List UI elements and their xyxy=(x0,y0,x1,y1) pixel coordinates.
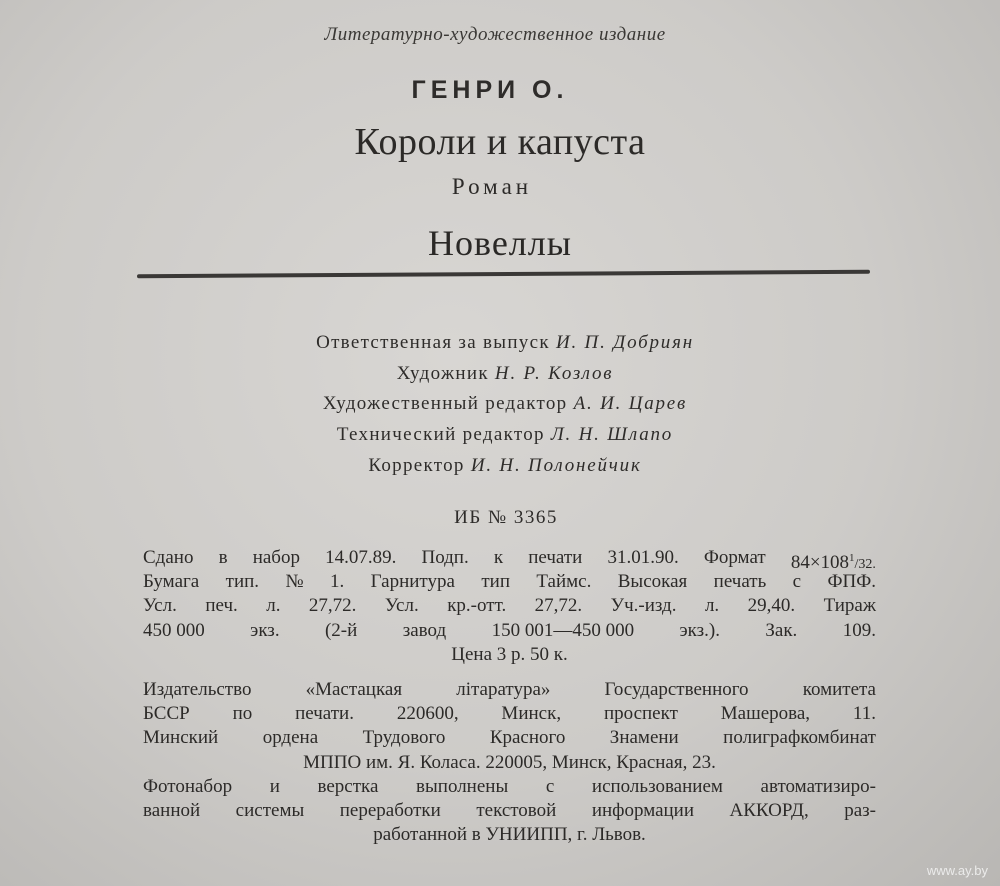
imprint-line-typeset-1 xyxy=(143,775,876,799)
imprint-word: верстка xyxy=(317,775,379,797)
credit-line xyxy=(0,389,1000,420)
imprint-word: Таймс. xyxy=(536,571,592,593)
credit-line xyxy=(0,451,1000,482)
book-title: Короли и капуста xyxy=(354,121,646,163)
imprint-word: Зак. xyxy=(765,619,798,641)
imprint-word: текстовой xyxy=(476,799,557,821)
imprint-word: № xyxy=(285,571,304,593)
credit-name: Л. Н. Шлапо xyxy=(550,424,674,446)
credit-name: И. Н. Полонейчик xyxy=(470,454,642,476)
imprint-word: Высокая xyxy=(617,571,688,593)
imprint-word: тип xyxy=(481,571,510,593)
imprint-line-price xyxy=(143,643,876,667)
imprint-line-publisher-1 xyxy=(143,678,876,702)
imprint-word: 27,72. xyxy=(308,595,357,617)
imprint-word: печати. xyxy=(295,703,354,725)
imprint-word: 84×108 xyxy=(790,552,850,573)
imprint-word: 14.07.89. xyxy=(325,547,397,568)
imprint-line-paper xyxy=(143,570,876,594)
imprint-word: Уч.-изд. xyxy=(610,595,677,617)
imprint-word: літаратура» xyxy=(456,678,551,700)
imprint-word: полиграфкомбинат xyxy=(723,727,876,749)
imprint-word: печ. xyxy=(205,595,238,617)
format-value xyxy=(790,546,876,573)
imprint-word: 31.01.90. xyxy=(607,547,679,568)
price: Цена 3 р. 50 к. xyxy=(451,643,568,665)
imprint-word: 11. xyxy=(852,703,876,725)
credits-list xyxy=(0,328,1000,482)
imprint-word: Формат xyxy=(703,547,766,568)
imprint-word: тип. xyxy=(225,571,260,593)
imprint-line-printer-2 xyxy=(143,751,876,775)
credit-name: И. П. Добриян xyxy=(555,332,694,353)
imprint-line-typeset-3 xyxy=(143,823,876,847)
imprint-word: Минский xyxy=(143,727,219,749)
genre-label: Роман xyxy=(451,174,533,199)
imprint-word: с xyxy=(545,775,555,797)
credit-line xyxy=(0,359,1000,390)
ib-number: ИБ № 3365 xyxy=(454,507,558,528)
imprint-word: 109. xyxy=(842,619,876,641)
credit-line xyxy=(0,328,1000,359)
imprint-word: 450 000 xyxy=(143,619,205,641)
imprint-word: Усл. xyxy=(384,595,419,617)
imprint-word: Минск, xyxy=(501,703,562,725)
imprint-word: л. xyxy=(266,595,281,617)
format-fraction-denominator: /32. xyxy=(854,557,876,572)
imprint-word: Красного xyxy=(489,727,566,749)
imprint-word: ордена xyxy=(262,727,319,749)
imprint-word: автоматизиро- xyxy=(760,775,876,797)
imprint-word: Бумага xyxy=(143,571,200,593)
imprint-word: системы xyxy=(235,799,305,821)
divider-rule xyxy=(137,270,870,278)
imprint-word: Усл. xyxy=(143,595,177,617)
imprint-line-typeset-2 xyxy=(143,799,876,823)
imprint-word: использованием xyxy=(591,775,723,797)
imprint-word: набор xyxy=(252,547,300,568)
imprint-word: экз. xyxy=(250,619,280,641)
imprint-word: Фотонабор xyxy=(143,775,233,797)
imprint-word: (2-й xyxy=(324,619,358,641)
printer-address: МППО им. Я. Коласа. 220005, Минск, Красная, 23. xyxy=(303,751,716,773)
section-title: Новеллы xyxy=(428,223,572,263)
credit-role: Ответственная за выпуск xyxy=(316,332,550,353)
imprint-word: комитета xyxy=(802,678,876,700)
credit-role: Технический редактор xyxy=(336,424,545,446)
imprint-word: и xyxy=(269,775,280,797)
imprint-word: с xyxy=(792,571,802,593)
imprint-word: завод xyxy=(402,619,447,641)
imprint-word: Гарнитура xyxy=(370,571,455,593)
imprint-word: ванной xyxy=(143,799,201,821)
typeset-location: работанной в УНИИПП, г. Львов. xyxy=(373,824,646,846)
imprint-word: 1. xyxy=(330,571,345,593)
imprint-word: выполнены xyxy=(416,775,509,797)
imprint-word: 150 001—450 000 xyxy=(491,619,635,641)
format-fraction-numerator: 1 xyxy=(849,552,855,564)
author-name: ГЕНРИ О. xyxy=(411,76,569,104)
imprint-block xyxy=(143,546,876,847)
credit-role: Художник xyxy=(396,362,489,384)
imprint-word: АККОРД, xyxy=(729,799,809,821)
imprint-word: 27,72. xyxy=(534,595,583,617)
imprint-word: переработки xyxy=(339,799,441,821)
imprint-word: Трудового xyxy=(362,727,446,749)
imprint-word: Тираж xyxy=(823,595,876,617)
imprint-word: информации xyxy=(591,799,695,821)
credit-role: Корректор xyxy=(368,454,465,476)
imprint-line-print-run xyxy=(143,619,876,643)
imprint-line-sheets xyxy=(143,594,876,618)
imprint-word: ФПФ. xyxy=(827,571,876,593)
imprint-word: л. xyxy=(704,595,720,617)
credit-role: Художественный редактор xyxy=(322,393,568,415)
imprint-word: к xyxy=(493,547,504,568)
imprint-word: печати xyxy=(528,547,583,568)
credit-line xyxy=(0,420,1000,451)
edition-type: Литературно-художественное издание xyxy=(324,24,666,45)
imprint-word: по xyxy=(232,703,253,725)
imprint-word: в xyxy=(218,547,228,568)
imprint-line-printer-1 xyxy=(143,726,876,750)
imprint-word: Издательство xyxy=(143,678,252,700)
imprint-word: 29,40. xyxy=(747,595,796,617)
credit-name: Н. Р. Козлов xyxy=(494,362,614,384)
imprint-word: Подп. xyxy=(421,547,469,568)
imprint-line-publisher-2 xyxy=(143,702,876,726)
imprint-word: Государственного xyxy=(604,678,749,700)
imprint-line-dates xyxy=(143,546,876,573)
imprint-word: кр.-отт. xyxy=(447,595,507,617)
imprint-word: экз.). xyxy=(679,619,720,641)
imprint-word: раз- xyxy=(844,799,876,821)
imprint-word: Знамени xyxy=(609,727,679,749)
imprint-word: проспект xyxy=(603,703,678,725)
site-watermark: www.ay.by xyxy=(926,863,988,878)
imprint-word: БССР xyxy=(143,703,190,725)
imprint-word: Сдано xyxy=(143,547,194,568)
imprint-word: «Мастацкая xyxy=(305,678,403,700)
imprint-word: 220600, xyxy=(396,703,459,725)
credit-name: А. И. Царев xyxy=(573,393,688,415)
imprint-word: Машерова, xyxy=(720,703,811,725)
imprint-word: печать xyxy=(713,571,767,593)
